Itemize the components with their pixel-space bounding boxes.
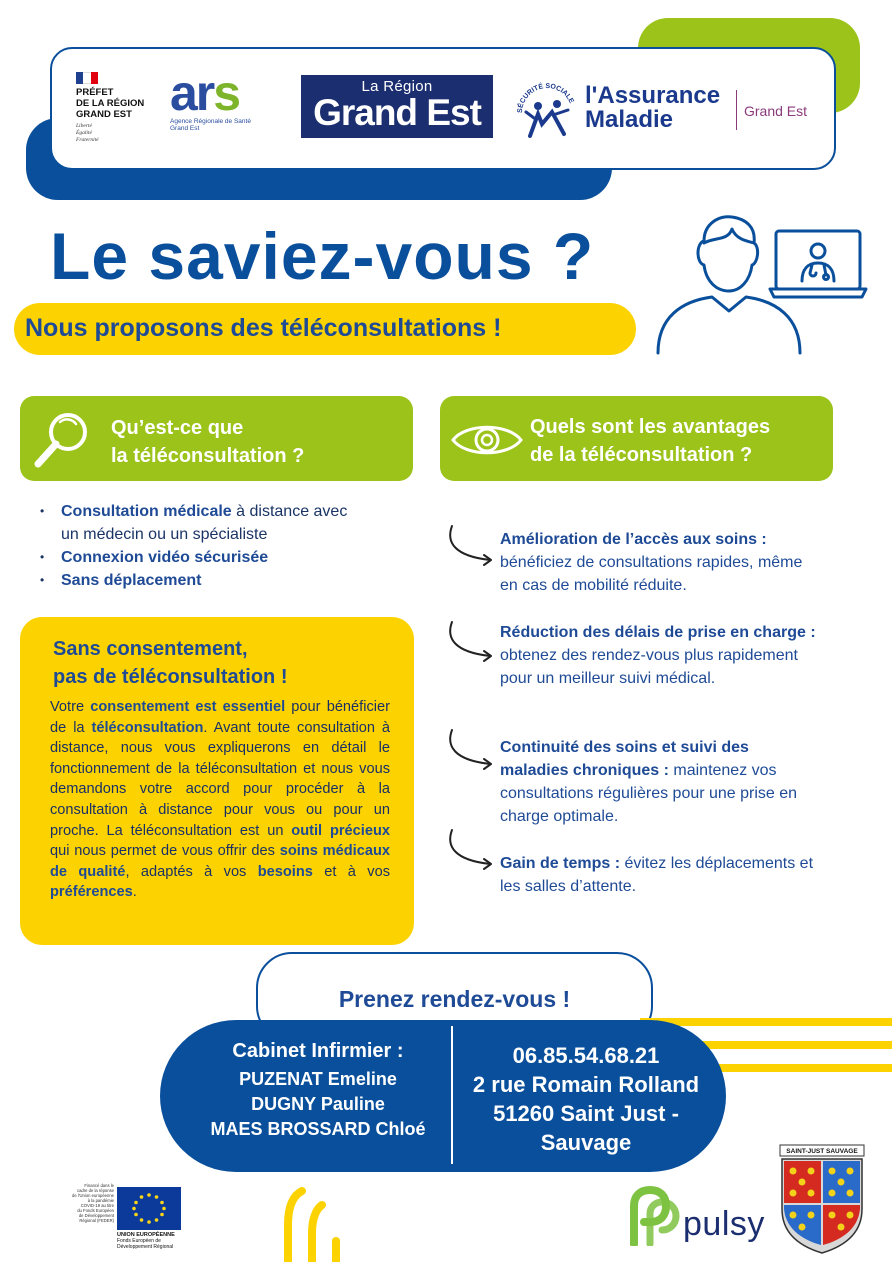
curved-arrow-icon <box>444 522 500 568</box>
prefet-motto: Liberté Égalité Fraternité <box>76 123 99 143</box>
blason-label: SAINT-JUST SAUVAGE <box>786 1148 858 1155</box>
cabinet-title: Cabinet Infirmier : <box>232 1040 404 1062</box>
list-item <box>40 569 360 592</box>
advantage-item <box>500 852 820 898</box>
consent-emphasis: consentement est essentiel <box>90 699 286 715</box>
what-is-teleconsultation-header <box>20 396 413 481</box>
page-title: Le saviez-vous ? <box>50 219 595 293</box>
curved-arrow-icon <box>444 726 500 772</box>
teleconsultation-definition-list <box>40 500 360 592</box>
consent-emphasis: besoins <box>257 863 313 880</box>
consent-emphasis: préférences <box>50 884 133 901</box>
saint-just-sauvage-coat-of-arms <box>776 1143 868 1255</box>
teleconsultation-illustration-icon <box>652 207 870 357</box>
nurse-name: PUZENAT Emeline <box>239 1069 397 1089</box>
address-line: Sauvage <box>540 1130 632 1155</box>
prefet-name: PRÉFET DE LA RÉGION GRAND EST <box>76 87 145 120</box>
left-section-title: Qu’est-ce que la téléconsultation ? <box>111 417 305 467</box>
bullet-bold: Consultation médicale <box>61 503 232 520</box>
assurance-line1: l'Assurance <box>585 82 721 109</box>
region-grand-est-logo <box>301 75 493 138</box>
french-flag-icon <box>76 72 98 84</box>
consent-text: . Avant toute consultation à distance, nous vous expliquerons en détail le fonctionnement de la téléconsultation et nous vous demandons votre accord pour procéder à la consultation à distance pour vous ou pour un proche. La téléconsultation est un <box>50 719 391 839</box>
eu-funding-text: Financé dans le cadre de la réponse de l'Union européenne à la pandémie COVID-19 au titre du Fonds Européen de Développement Régional (FEDER) <box>71 1183 114 1223</box>
ars-word: ar <box>170 65 214 121</box>
prefet-logo <box>76 72 176 144</box>
list-item <box>40 500 360 546</box>
right-section-title: Quels sont les avantages de la téléconsultation ? <box>530 416 771 466</box>
appointment-title: Prenez rendez-vous ! <box>338 986 571 1012</box>
advantage-text: obtenez des rendez-vous plus rapidement pour un meilleur suivi médical. <box>500 647 798 687</box>
advantage-text: bénéficiez de consultations rapides, même en cas de mobilité réduite. <box>500 554 803 594</box>
page-subtitle: Nous proposons des téléconsultations ! <box>25 314 502 342</box>
svg-text:SÉCURITÉ SOCIALE <box>516 81 575 113</box>
phone-number[interactable]: 06.85.54.68.21 <box>512 1043 660 1068</box>
consent-text: Votre <box>50 699 91 715</box>
ars-logo <box>170 65 290 140</box>
assurance-maladie-emblem-icon <box>512 78 582 148</box>
cabinet-contact <box>455 1041 717 1157</box>
consent-text: qui nous permet de vous offrir des <box>50 843 280 860</box>
pulsy-logo-icon <box>628 1186 682 1246</box>
bullet-text: à distance avec un médecin ou un spécialiste <box>61 503 348 543</box>
assurance-divider <box>736 90 737 130</box>
advantage-text: évitez les déplacements et les salles d’attente. <box>500 855 814 895</box>
address-line: 2 rue Romain Rolland <box>472 1072 700 1097</box>
address-line: 51260 Saint Just - <box>493 1101 679 1126</box>
eye-icon <box>450 420 524 460</box>
consent-emphasis: téléconsultation <box>91 719 204 736</box>
advantage-text: maintenez vos consultations régulières pour une prise en charge optimale. <box>500 762 798 825</box>
advantage-item <box>500 621 820 690</box>
advantage-item <box>500 736 820 828</box>
consent-text: et à vos <box>312 863 390 880</box>
advantage-title: Amélioration de l’accès aux soins : <box>500 531 767 548</box>
region-name: Grand Est <box>313 92 481 133</box>
consent-body <box>50 697 390 903</box>
bullet-bold: Sans déplacement <box>61 572 202 589</box>
yellow-arcs-decoration <box>280 1185 380 1262</box>
teleconsultation-advantages-header <box>440 396 833 481</box>
consent-text: pour bénéficier de la <box>50 699 390 736</box>
pulsy-wordmark: pulsy <box>683 1205 765 1243</box>
assurance-maladie-wordmark <box>585 84 720 132</box>
eu-caption-title: UNION EUROPÉENNE <box>117 1232 175 1238</box>
nurse-name: DUGNY Pauline <box>251 1094 385 1114</box>
nurse-name: MAES BROSSARD Chloé <box>210 1119 426 1139</box>
advantage-title: Gain de temps : <box>500 855 621 872</box>
ars-region: Grand Est <box>170 125 200 132</box>
curved-arrow-icon <box>444 618 500 664</box>
curved-arrow-icon <box>444 826 500 872</box>
eu-flag-icon <box>117 1187 181 1230</box>
magnifier-icon <box>30 408 92 470</box>
assurance-region: Grand Est <box>744 103 808 119</box>
ars-subtitle: Agence Régionale de Santé <box>170 118 251 125</box>
bullet-bold: Connexion vidéo sécurisée <box>61 549 269 566</box>
consent-title: Sans consentement, pas de téléconsultation ! <box>53 638 288 688</box>
advantage-title: Continuité des soins et suivi des maladies chroniques : <box>500 739 749 779</box>
consent-emphasis: soins médicaux de qualité <box>50 843 391 880</box>
assurance-ring-text: SÉCURITÉ SOCIALE <box>516 82 575 114</box>
eu-caption-sub: Fonds Européen de Développement Régional <box>117 1238 174 1250</box>
advantage-title: Réduction des délais de prise en charge : <box>500 624 816 641</box>
consent-text: . <box>132 884 137 901</box>
list-item <box>40 546 360 569</box>
advantage-item <box>500 528 820 597</box>
eu-caption <box>117 1232 197 1250</box>
consent-emphasis: outil précieux <box>291 822 390 839</box>
ars-word-s: s <box>213 65 240 121</box>
region-label: La Région <box>361 78 433 95</box>
cabinet-names <box>178 1067 458 1142</box>
consent-text: , adaptés à vos <box>125 863 258 880</box>
assurance-line2: Maladie <box>585 106 674 133</box>
